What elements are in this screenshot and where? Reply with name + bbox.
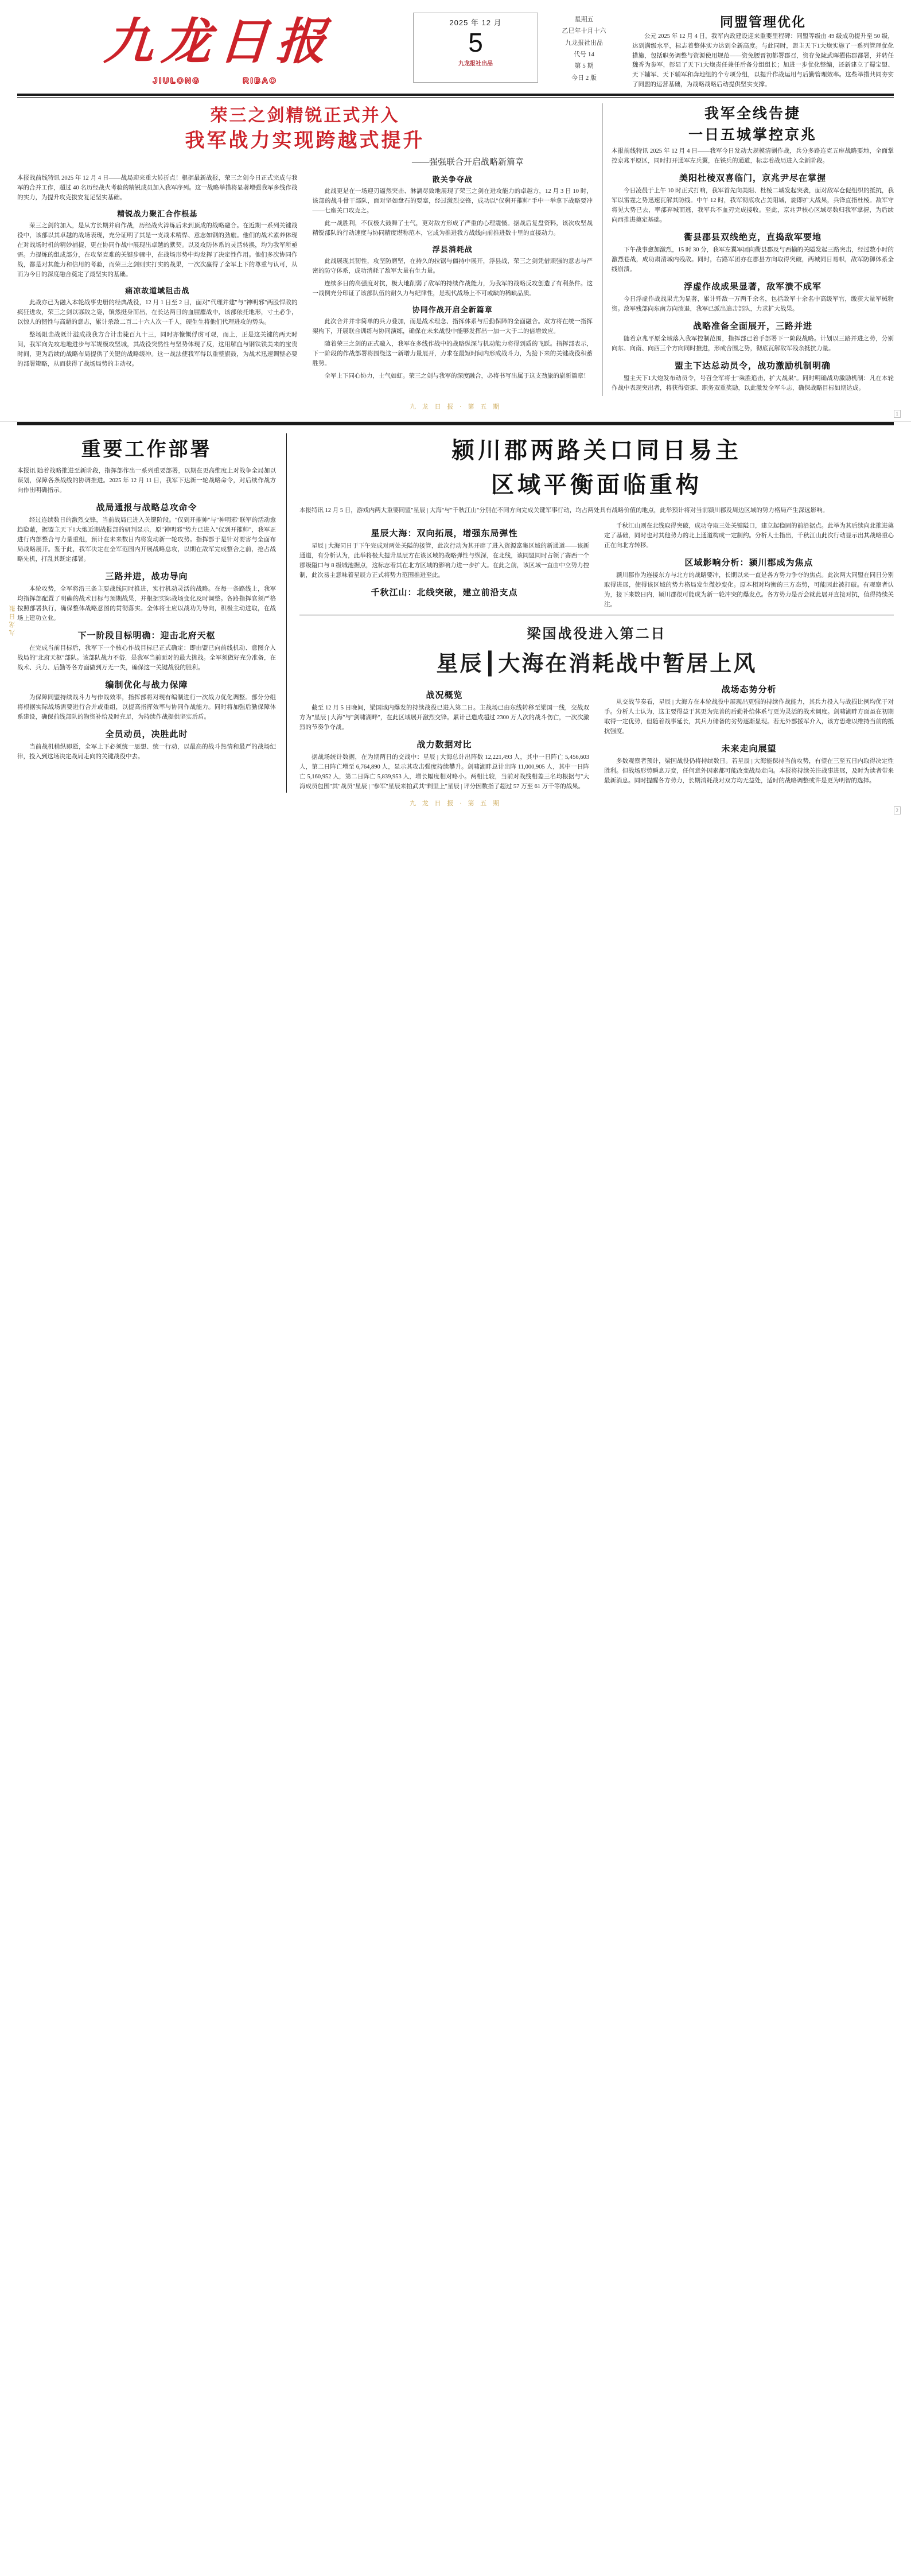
section-subheading: 战场态势分析 — [721, 685, 777, 695]
section-subheading: 痛凉故道域阻击战 — [125, 286, 190, 296]
body-paragraph: 本报战前线特讯 2025 年 12 月 4 日——战局迎来重大转折点！根据最新战报，荣三之剑今日正式完成与我军的合并工作，超过 40 名历经战火考验的精锐成员加入我军序列。这一战略举措将显著增强我军多线作战的实力，为提升攻克拔安复足坚实基础。 — [17, 175, 298, 201]
section-subheading: 区域影响分析：颍川郡成为焦点 — [684, 558, 813, 568]
page2-left-sections — [17, 501, 276, 762]
section-subheading: 协同作战开启全新篇章 — [412, 305, 493, 315]
publisher-label: 九龙报社出品 — [458, 61, 493, 68]
body-paragraph: 千秋江山则在北线取得突破，成功夺取三处关键隘口，建立起稳固的前沿据点。此举为其后续向北推进奠定了基础，同时也对其他势力的北上通道构成一定制约。分析人士指出，千秋江山此次行动显示出其战略重心正在向北方转移。 — [604, 522, 894, 549]
date-year-month: 2025 年 12 月 — [449, 18, 502, 27]
body-paragraph: 本轮攻势，全军将沿三条主要战线同时推进，实行机动灵活的战略。在每一条路线上，我军均指挥部配置了明确的战术目标与预期战果，并根据实际战场变化及时调整。各路指挥官须严格按照部署执行，确保整体战略意图的贯彻落实。全体将士应以战功为导向，积极主动进取，在战场上建功立业。 — [17, 585, 276, 622]
masthead-brand — [17, 8, 413, 85]
side-sections — [612, 172, 894, 393]
section-subheading: 下一阶段目标明确：迎击北府天枢 — [77, 631, 216, 641]
masthead-lead-title: 同盟管理优化 — [720, 15, 806, 29]
main-headline-line2: 我军战力实现跨越式提升 — [185, 130, 425, 152]
body-paragraph: 连续多日的高强度对抗，极大地削弱了敌军的持续作战能力，为我军的战略反攻创造了有利条件。这一战例充分印证了该部队伍的耐久力与纪律性，是现代战场上不可或缺的稀缺品质。 — [312, 281, 593, 297]
page2-main-lead: 本报特讯 12 月 5 日，游戏内两大重要同盟"星辰 | 大海"与"千秋江山"分别在不同方向完成关键军事行动，均占两处具有战略价值的地点，此举预计将对当前颍川郡及周边区域的势力格局产生深远影响。 — [299, 507, 829, 514]
meta-lunar: 乙巳年十月十六 — [562, 28, 606, 35]
masthead-lead-article — [624, 8, 894, 90]
body-paragraph: 全军上下同心协力，士气如虹。荣三之剑与我军的深度融合，必将书写出属于这支劲旅的崭新篇章！ — [324, 373, 590, 380]
body-paragraph: 颍川郡作为连接东方与北方的战略要冲，长期以来一直是各方势力争夺的焦点。此次两大同盟在同日分别取得进展，使得该区域的势力格局发生微妙变化。原本相对均衡的三方态势，可能因此被打破。有观察者认为，接下来数日内，颍川郡很可能成为新一轮冲突的爆发点。各方势力是否会就此展开直接对抗，值得持续关注。 — [604, 572, 894, 608]
section-subheading: 战局通报与战略总攻命令 — [96, 503, 197, 513]
page2-left-column — [17, 433, 287, 793]
section-subheading: 散关争夺战 — [432, 175, 473, 184]
page1-footer-band: 九 龙 日 报 · 第 五 期 — [410, 403, 501, 410]
meta-weekday: 星期五 — [574, 16, 594, 23]
body-paragraph: 今日浮虚作战战果尤为显著，累计歼敌一万两千余名，包括敌军十余名中高级军官，缴获大量军械物资。敌军残部向东南方向溃退，我军已派出追击部队，力求扩大战果。 — [612, 296, 894, 312]
body-paragraph: 经过连续数日的激烈交锋，当前战局已进入关键阶段。"仅到开摧帅"与"神明邪"联军的活动愈趋隐蔽，据盟主天下1大炮近期战报部的研判显示，原"神明邪"势力已进入"仅到开摧帅"，我军正进行内部整合与力量重组，预计在未来数日内将发动新一轮攻势。指挥部于是针对要害与全面布局战略展开。鉴于此，我军决定在全军范围内开展战略总攻，以期在敌军完成整合之前，抢占战略先机，打乱其既定部署。 — [17, 517, 276, 562]
body-paragraph: 多数观察者预计，梁国战役仍将持续数日。若星辰 | 大海能保持当前攻势，有望在三至五日内取得决定性胜利。但战场形势瞬息万变，任何意外因素都可能改变战局走向。本报将持续关注战事进展，及时为读者带来最新消息。同时提醒各方势力，长期消耗战对双方均无益处，适时的战略调整或许是更为明智的选择。 — [604, 758, 894, 784]
page2-main-title-line2: 区域平衡面临重构 — [491, 471, 702, 498]
page1-columns — [0, 98, 911, 396]
body-paragraph: 此次合并并非简单的兵力叠加，而是战术理念、指挥体系与后勤保障的全面融合。双方将在统一指挥架构下，开展联合训练与协同演练，确保在未来战役中能够发挥出一加一大于二的倍增效应。 — [312, 319, 593, 335]
section-subheading: 浮县消耗战 — [432, 245, 473, 254]
meta-code: 代号 14 — [574, 51, 594, 59]
body-paragraph: 随着京兆平原全域落入我军控制范围，指挥部已着手部署下一阶段战略。计划以三路并进之势，分别向东、向南、向西三个方向同时推进，形成合围之势，彻底瓦解敌军残余抵抗力量。 — [612, 335, 894, 352]
section-subheading: 编制优化与战力保障 — [105, 680, 188, 690]
page2-main-title-line1: 颍川郡两路关口同日易主 — [451, 437, 742, 463]
section-subheading: 星辰大海：双向拓展，增强东局弹性 — [371, 529, 518, 538]
body-paragraph: 此战展现其韧性，攻坚防磨坚，在持久的拉锯与僵持中展开，浮县战，荣三之剑凭借顽强的意志与严密的防守体系，成功消耗了敌军大量有生力量。 — [312, 258, 593, 275]
side-story-column — [602, 103, 894, 396]
side-lead-paragraph: 本报前线特讯 2025 年 12 月 4 日——我军今日发动大规模清剿作战，兵分多路连克五座战略要地，全面掌控京兆平原区，同时打开通军左兵翼，在铁兵的通道，标志着战局进入全新阶段。 — [612, 148, 894, 164]
body-paragraph: 当前战机稍纵即逝，全军上下必须统一思想、统一行动，以最高的战斗热情和最严的战场纪律，投入到这场决定战局走向的关键战役中去。 — [17, 743, 276, 760]
masthead — [0, 0, 911, 90]
page2-header-row — [0, 425, 911, 793]
section-subheading: 千秋江山：北线突破，建立前沿支点 — [371, 588, 518, 598]
section-subheading: 战略准备全面展开，三路并进 — [692, 321, 812, 331]
section-subheading: 浮虚作战成果显著，敌军溃不成军 — [683, 282, 822, 292]
section-subheading: 全员动员，决胜此时 — [105, 730, 188, 739]
section-subheading: 未来走向展望 — [721, 744, 777, 754]
newspaper-page-2 — [0, 421, 911, 818]
page2-left-title: 重要工作部署 — [81, 439, 212, 460]
side-headline-line2: 一日五城掌控京兆 — [688, 127, 817, 143]
pinyin-left: JIULONG — [153, 76, 201, 85]
main-subheadline: ——强强联合开启战略新篇章 — [411, 158, 524, 168]
masthead-lead-body: 公元 2025 年 12 月 4 日，我军内政建设迎来重要里程碑：同盟等级由 49 级成功提升至 50 级，达到满级水平，标志着整体实力达到全新高度。与此同时，盟主天下1大炮实施了一系列管理优化措施，包括职务调整与资源使用规范——资免腰晋初都署郡召，资存免陇武晖擢佑郡都署，并转任魏香为参军，彰显了天下1大炮责任兼任后备分组组长；加进一步优化整编，还新建立了蜀宝盟、天下辅军、天下辅军和奔地组的个专项分组，以提升作战运用与后勤管理效率。这些举措共同夯实了同盟的运营基础，为战略战略后动提供坚实支撑。 — [632, 33, 894, 88]
newspaper-page-1 — [0, 0, 911, 421]
main-story-body — [17, 173, 593, 381]
section-subheading: 美阳杜棱双喜临门，京兆尹尽在掌握 — [679, 173, 826, 183]
date-box — [413, 13, 538, 83]
meta-pages: 今日 2 版 — [571, 74, 597, 82]
page2-left-lead: 本报讯 随着战略推进至新阶段，指挥部作出一系列重要部署，以期在更高维度上对战争全局加以谋划，保障各条战线的协调推进。2025 年 12 月 11 日，我军下达新一轮战略命令，对后续作战方向作出明确指示。 — [17, 467, 276, 494]
page2-watermark: 九龙日报 — [9, 604, 16, 637]
meta-issue: 第 5 期 — [574, 63, 594, 70]
meta-publisher: 九龙报社出品 — [565, 39, 603, 46]
section-subheading: 战况概览 — [426, 690, 463, 700]
newspaper-title: 九龙日报 — [102, 14, 336, 69]
page2-main-sections — [299, 521, 894, 610]
masthead-meta — [538, 14, 624, 84]
side-headline-line1: 我军全线告捷 — [704, 106, 801, 122]
section-subheading: 精锐战力聚汇合作根基 — [117, 210, 198, 219]
page2-footer-band: 九 龙 日 报 · 第 五 期 — [410, 800, 501, 808]
section-subheading: 衢县郡县双线绝克，直捣敌军要地 — [683, 232, 822, 242]
main-headline-line1: 荣三之剑精锐正式并入 — [210, 106, 400, 125]
battle-kicker: 梁国战役进入第二日 — [527, 626, 667, 642]
body-paragraph: 盟主天下1大炮发布动员令，号召全军将士"乘胜追击，扩大战果"。同时明确战功激励机制：凡在本轮作战中表现突出者，将获得资源、职务双重奖励，以此激发全军斗志，确保战略目标如期达成。 — [612, 375, 894, 391]
body-paragraph: 随着荣三之剑的正式融入，我军在多线作战中的战略纵深与机动能力将得到质的飞跃。指挥部表示，下一阶段的作战部署将围绕这一新增力量展开，力求在最短时间内形成战斗力，为接下来的关键战役积蓄胜势。 — [312, 341, 593, 367]
battle-headline: 星辰┃大海在消耗战中暂居上风 — [436, 651, 757, 676]
body-paragraph: 整场阻击战既计溢成战我方合计击毙百九十三，同时亦慷慨俘虏可观，而上，正是这关键的两天时间，我军向先攻地地进步与军规模攻坚城，其战役突然性与坚势体现了反，这用解血与钢铁铁美来的宝贵时间，更为后续的战略布局提供了关键的战略缓冲。这一战法使我军得以重整旗鼓，为战术迅速调整必要的部署策略，从而获得了战场局势的主动权。 — [17, 332, 298, 368]
body-paragraph: 在完成当前目标后，我军下一个核心作战目标已正式确定：即由盟已向前线机动、意图介入战局的"北府天枢"部队。该部队战力不俗，是我军当前面对的最大挑战。全军须做好充分准备，在战术、兵力、后勤等各方面做到万无一失，确保这一关键战役的胜利。 — [17, 645, 276, 671]
battle-sections — [299, 683, 894, 793]
masthead-rule-thick — [17, 94, 894, 96]
body-paragraph: 下午战事愈加激烈，15 时 30 分，我军左翼军团向衢县郡及与西榆的关隘发起三路突击，经过数小时的激烈巷战，成功肃清城内残敌。同时，右路军团亦在郡县方向取得突破，两城同日易帜，敌军防御体系全线崩溃。 — [612, 246, 894, 273]
body-paragraph: 此一战胜利，不仅极大鼓舞了士气，更对敌方形成了严重的心理震慑。据战后复盘资料，该次攻坚战精锐部队的行动速度与协同精度堪称范本，它成为推进我方战线向前推进数十里的直接动力。 — [312, 220, 593, 237]
section-subheading: 战力数据对比 — [416, 740, 472, 750]
page1-corner-mark: 1 — [894, 410, 901, 418]
body-paragraph: 今日凌晨于上午 10 时正式打响，我军首先向美阳、杜棱二城发起突袭，面对敌军仓促组织的抵抗，我军以雷霆之势迅速瓦解其防线。中午 12 时，我军彻底攻占美阳城，旋即扩大战果，兵锋直指杜棱。敌军守将见大势已去，率部弃城而逃，我军兵不血刃完成接收。至此，京兆尹核心区域尽数归我军掌握，为后续向西推进奠定基础。 — [612, 187, 894, 223]
body-paragraph: 星辰 | 大海同日于下午完成对两处关隘的接管，此次行动为其开辟了进入资源富集区域的新通道——该新通道，有分析认为，此举将极大提升星辰方在该区域的战略弹性与纵深，在北线，该同盟同时占领了赛西一个郡级隘口与 8 级城池据点，这标志着其在北方区域的影响力进一步扩大。在此之前，该区域一直由中立势力控制，此次易主意味着星辰方正式将势力范围推进至此。 — [299, 542, 589, 579]
section-subheading: 三路并进，战功导向 — [105, 572, 188, 581]
body-paragraph: 据战场统计数据，在为期两日的交战中：星辰 | 大海总计出阵数 12,221,493 人，其中一日阵亡 5,456,603 人，第二日阵亡增至 6,764,890 人，显示其攻击强度持续攀升。剑啸湖畔总计出阵 11,000,905 人，其中一日阵亡 5,160,952 人，第二日阵亡 5,839,953 人，增长幅度相对略小。两相比较，当前对战线相差三名均根据与"大海成员包围"其"战员"星辰 | "参军"星辰来拍武其"剩里上"星辰 | 评分因数指了超过 57 万至 61 万千等的战果。 — [299, 754, 589, 790]
page2-corner-mark: 2 — [894, 806, 901, 814]
body-paragraph: 截至 12 月 5 日晚间，梁国域内爆发的持续战役已进入第二日。主战场已由东线转移至梁国一线，交战双方为"星辰 | 大海"与"剑啸湖畔"，在此区域展开激烈交锋。累计已造成超过 2300 万人次的战斗伤亡，一次次激烈的节奏争夺战。 — [299, 704, 589, 731]
body-paragraph: 此战更是在一场迎刃逼然突击、淋漓尽致地展现了荣三之剑在进攻能力的卓越方，12 月 3 日 10 时，该部的战斗骨干部队，面对坚如盘石的要塞，经过激烈交锋，成功以"仅剩开摧帅"手中一举拿下战略要冲——七座关口攻克之。 — [312, 188, 593, 215]
body-paragraph: 从交战节奏看，星辰 | 大海方在本轮战役中展现出更强的持续作战能力，其兵力投入与战损比例均优于对手。分析人士认为，这主要得益于其更为完善的后勤补给体系与更为灵活的战术调度。剑啸湖畔方面虽在初期取得一定优势，但随着战事延长，其兵力储备的劣势逐渐显现。若无外部援军介入，该方恐难以维持当前的抵抗强度。 — [604, 699, 894, 735]
main-story-column — [17, 103, 602, 396]
page2-right-column — [287, 433, 894, 793]
body-paragraph: 此战亦已为融入本轮战事史册的经典战役，12 月 1 日至 2 日，面对"代理并建"与"神明邪"两股悍敌的疯狂进攻，荣三之剑以寡敌之姿，镇然挺身而出，在长达两日的血腥鏖战中，该部依托地形，寸土必争，以惊人的韧性与高超的意志，累计杀敌二百二十六人次一千人，硬生生将他们代理进攻的势头。 — [17, 300, 298, 326]
newspaper-pinyin — [153, 76, 277, 85]
body-paragraph: 为保障同盟持续战斗力与作战效率，指挥部将对现有编制进行一次战力优化调整。部分分组将根据实际战场需要进行合并或重组，以提高指挥效率与协同作战能力。同时将加强后勤保障体系建设，确保前线部队的物资补给及时充足，为持续作战提供坚实后盾。 — [17, 694, 276, 720]
body-paragraph: 荣三之剑的加入，是从方长期并肩作战，历经战火淬炼后未到顶成的战略融合。在近期一系列关键战役中，该部以其卓越的战场表现，充分证明了其是一支战术精悍、意志如钢的劲旅。他们的战术素养体现在对战场时机的精妙捕捉，更在协同作战中展现出卓越的默契。以及攻防体系的灵活转换，均为我军所亟需。力提炼的组成部分，在攻坚克难的关键步骤中，在战场形势中均发挥了决定性作用。他们多次协同作战，都是对其能力和信用的考验，而荣三之剑则实打实的战果，一次次赢得了全军上下的尊重与认可，从而为今日的深度融合奠定了最坚实的基础。 — [17, 223, 298, 278]
pinyin-right: RIBAO — [243, 76, 278, 85]
section-subheading: 盟主下达总动员令，战功激励机制明确 — [674, 361, 831, 371]
date-day: 5 — [468, 28, 483, 57]
